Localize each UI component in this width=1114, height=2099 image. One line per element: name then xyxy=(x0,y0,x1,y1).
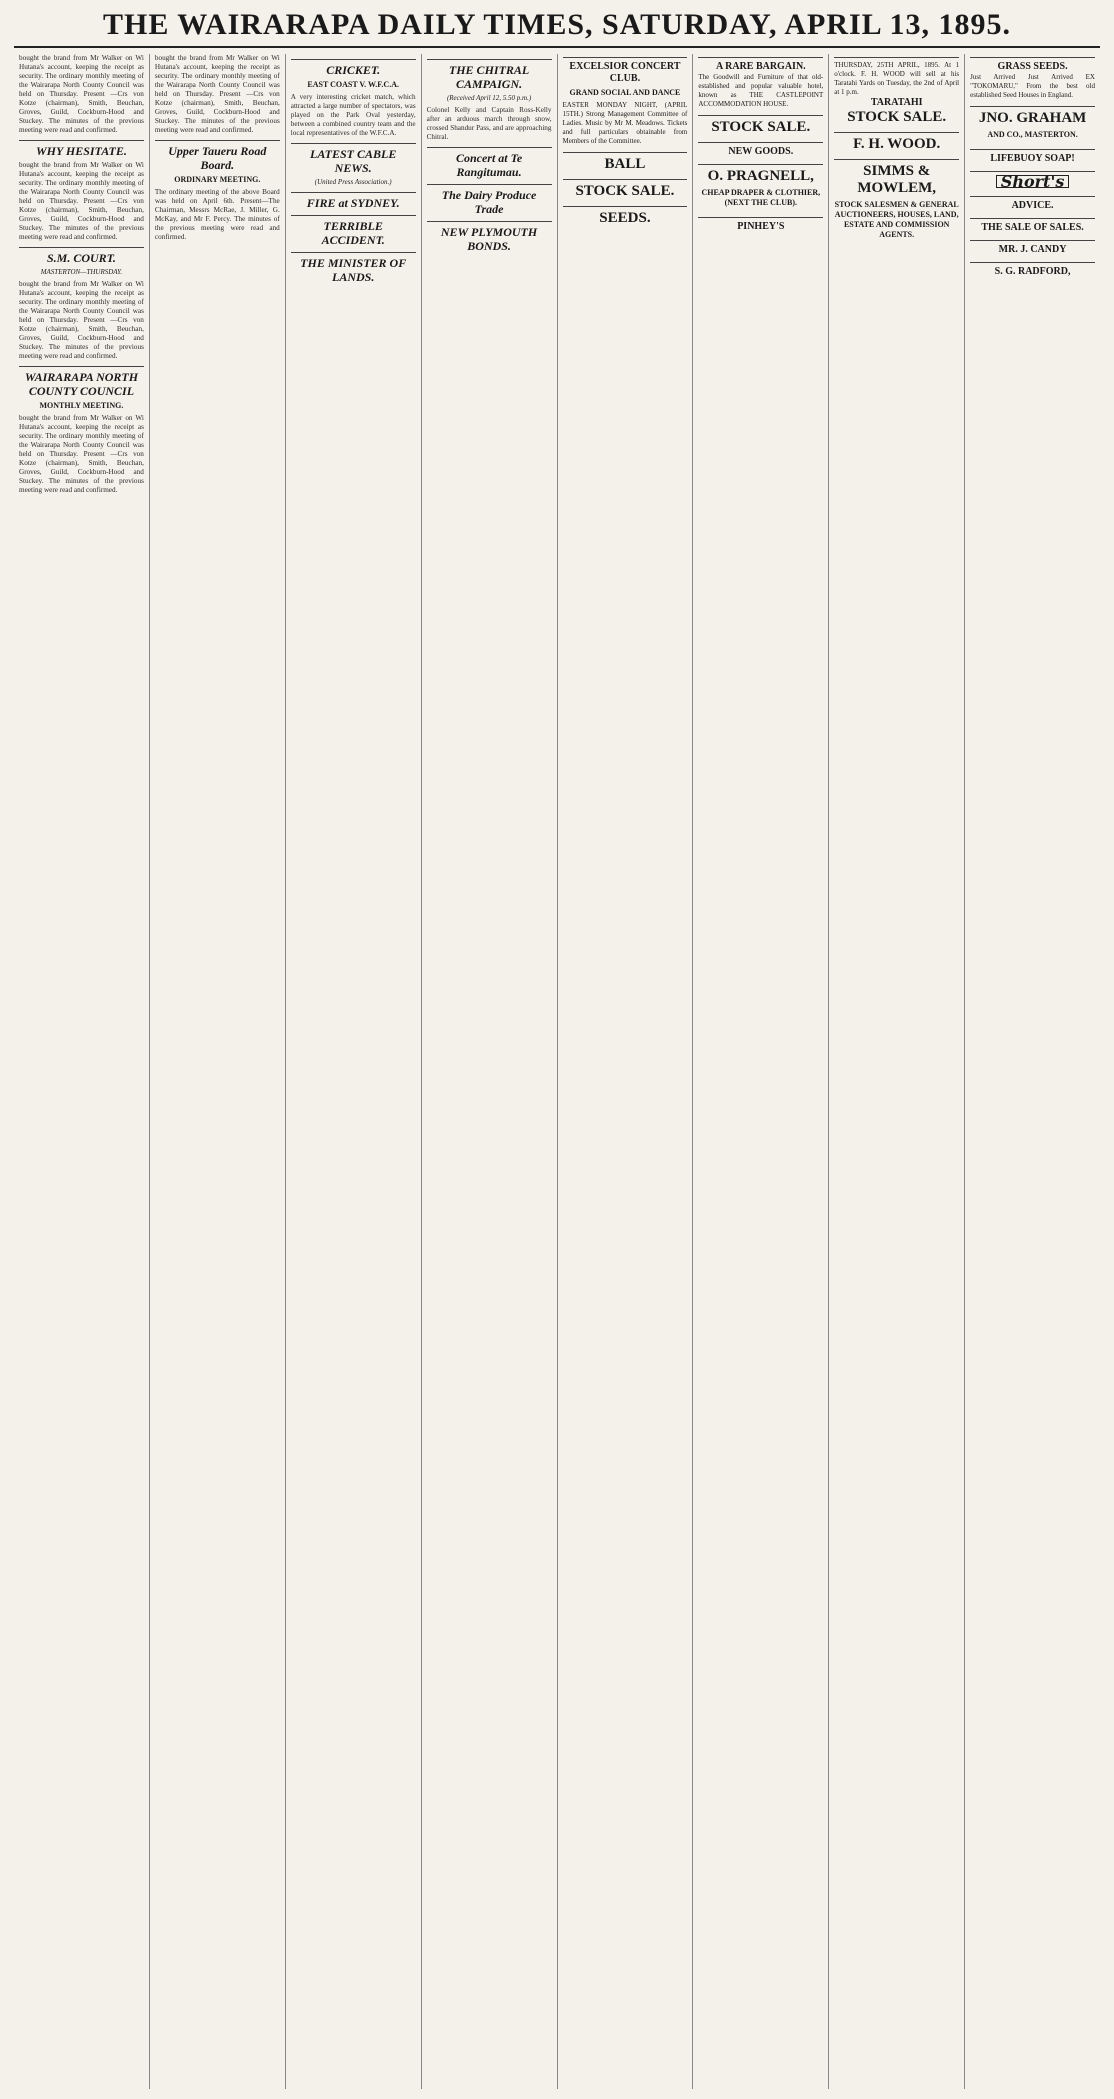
ad-radford xyxy=(970,262,1095,281)
ad-lifebuoy xyxy=(970,149,1095,168)
column-3 xyxy=(285,54,421,2089)
ad-title: BALL xyxy=(604,156,646,172)
ad-subtitle: AND CO., MASTERTON. xyxy=(987,130,1078,139)
ad-title: JNO. GRAHAM xyxy=(978,110,1087,126)
article-text: The ordinary meeting of the above Board was held on April 6th. Present—The Chairman, Messrs McRae, J. Miller, G. McKay, and Mr F. Percy. The minutes of the previous meeting were read and confirmed. xyxy=(154,188,280,241)
ad-title: F. H. WOOD. xyxy=(853,136,941,152)
ad-taratahi xyxy=(834,57,959,129)
article-text: bought the brand from Mr Walker on Wi Hutana's account, keeping the receipt as security. The ordinary monthly meeting of the Wairarapa North County Council was held on Thursday. Present —Crs von Kotze (chairman), Smith, Beuchan, Groves, Guild, Cockburn-Hood and Stuckey. The minutes of the previous meeting were read and confirmed. xyxy=(19,414,144,494)
column-5 xyxy=(557,54,693,2089)
masthead: THE WAIRARAPA DAILY TIMES, SATURDAY, APRIL 13, 1895. xyxy=(14,8,1100,48)
ad-shorts xyxy=(970,171,1095,193)
headline-dairy-trade: The Dairy Produce Trade xyxy=(427,184,552,216)
ad-simms-mowlem xyxy=(834,159,959,246)
article-text: bought the brand from Mr Walker on Wi Hutana's account, keeping the receipt as security. The ordinary monthly meeting of the Wairarapa North County Council was held on Thursday. Present —Crs von Kotze (chairman), Smith, Beuchan, Groves, Guild, Cockburn-Hood and Stuckey. The minutes of the previous meeting were read and confirmed. xyxy=(19,54,144,134)
ad-title: SEEDS. xyxy=(599,210,651,226)
ad-subtitle: GRAND SOCIAL AND DANCE xyxy=(569,88,681,97)
column-4 xyxy=(421,54,557,2089)
column-1 xyxy=(14,54,149,2089)
article-text: Colonel Kelly and Captain Ross-Kelly after an arduous march through snow, crossed Shandur Pass, and are approaching Chitral. xyxy=(426,106,552,141)
ad-subtitle: CHEAP DRAPER & CLOTHIER, (NEXT THE CLUB). xyxy=(701,188,821,207)
ad-title: THE SALE OF SALES. xyxy=(981,222,1084,233)
shorts-logo: Short's xyxy=(996,175,1070,188)
ad-title: EXCELSIOR CONCERT CLUB. xyxy=(569,61,681,84)
article-text: bought the brand from Mr Walker on Wi Hutana's account, keeping the receipt as security. The ordinary monthly meeting of the Wairarapa North County Council was held on Thursday. Present —Crs von Kotze (chairman), Smith, Beuchan, Groves, Guild, Cockburn-Hood and Stuckey. The minutes of the previous meeting were read and confirmed. xyxy=(19,161,144,241)
column-8 xyxy=(964,54,1100,2089)
column-6 xyxy=(692,54,828,2089)
dateline: MASTERTON—THURSDAY. xyxy=(40,268,123,276)
ad-title: PINHEY'S xyxy=(737,221,785,232)
ad-title: A RARE BARGAIN. xyxy=(715,61,806,72)
ad-title: GRASS SEEDS. xyxy=(997,61,1068,72)
ad-title: O. PRAGNELL, xyxy=(707,168,814,184)
ad-text: Just Arrived Just Arrived EX "TOKOMARU," From the best old established Seed Houses in England. xyxy=(970,73,1095,99)
ad-fh-wood xyxy=(834,132,959,156)
headline-cricket: CRICKET. xyxy=(291,59,416,77)
ad-text: THURSDAY, 25TH APRIL, 1895. At 1 o'clock. F. H. WOOD will sell at his Taratahi Yards on Tuesday, the 2nd of April at 1 p.m. xyxy=(834,61,960,96)
ad-subtitle: STOCK SALESMEN & GENERAL AUCTIONEERS, HOUSES, LAND, ESTATE AND COMMISSION AGENTS. xyxy=(834,200,959,239)
ad-text: The Goodwill and Furniture of that old-established and popular valuable hotel, known as THE CASTLEPOINT ACCOMMODATION HOUSE. xyxy=(698,73,824,108)
column-7 xyxy=(828,54,964,2089)
ad-title: STOCK SALE. xyxy=(575,183,675,199)
ad-text: EASTER MONDAY NIGHT, (APRIL 15TH.) Strong Management Committee of Ladies. Music by Mr M. Meadows. Tickets and full particulars obtainable from Members of the Committee. xyxy=(562,101,688,145)
ad-title: SIMMS & MOWLEM, xyxy=(857,163,937,196)
headline-minister-lands: THE MINISTER OF LANDS. xyxy=(291,252,416,284)
ad-title: LIFEBUOY SOAP! xyxy=(990,153,1075,164)
ad-stock-sale xyxy=(563,179,688,203)
ad-title: S. G. RADFORD, xyxy=(994,266,1071,277)
ad-rare-bargain xyxy=(698,57,823,112)
column-2 xyxy=(149,54,285,2089)
ad-grass-seeds xyxy=(970,57,1095,103)
ad-sale-of-sales xyxy=(970,218,1095,237)
headline-why-hesitate: WHY HESITATE. xyxy=(19,140,144,158)
ad-title: TARATAHI xyxy=(870,97,923,108)
headline-terrible-accident: TERRIBLE ACCIDENT. xyxy=(291,215,416,247)
headline-cable-news: LATEST CABLE NEWS. xyxy=(291,143,416,175)
ad-advice xyxy=(970,196,1095,215)
dateline: (Received April 12, 5.50 p.m.) xyxy=(446,94,532,102)
headline-concert: Concert at Te Rangitumau. xyxy=(427,147,552,179)
subhead: MONTHLY MEETING. xyxy=(39,401,124,410)
ad-excelsior xyxy=(563,57,688,149)
ad-candy xyxy=(970,240,1095,259)
headline-county-council: WAIRARAPA NORTH COUNTY COUNCIL xyxy=(19,366,144,398)
dateline: (United Press Association.) xyxy=(314,178,392,186)
ad-title: STOCK SALE. xyxy=(847,109,947,125)
ad-title: NEW GOODS. xyxy=(728,146,794,157)
headline-chitral: THE CHITRAL CAMPAIGN. xyxy=(427,59,552,91)
ad-pinheys xyxy=(698,217,823,236)
ad-stock-sale xyxy=(698,115,823,139)
article-text: bought the brand from Mr Walker on Wi Hutana's account, keeping the receipt as security. The ordinary monthly meeting of the Wairarapa North County Council was held on Thursday. Present —Crs von Kotze (chairman), Smith, Beuchan, Groves, Guild, Cockburn-Hood and Stuckey. The minutes of the previous meeting were read and confirmed. xyxy=(19,280,144,360)
ad-ball xyxy=(563,152,688,176)
headline-new-plymouth: NEW PLYMOUTH BONDS. xyxy=(427,221,552,253)
ad-title: STOCK SALE. xyxy=(711,119,811,135)
headline-fire-sydney: FIRE at SYDNEY. xyxy=(291,192,416,210)
headline-sm-court: S.M. COURT. xyxy=(19,247,144,265)
subhead: ORDINARY MEETING. xyxy=(174,175,261,184)
ad-new-goods xyxy=(698,142,823,161)
headline-road-board: Upper Taueru Road Board. xyxy=(155,140,280,172)
ad-seeds xyxy=(563,206,688,230)
ad-jno-graham xyxy=(970,106,1095,146)
columns xyxy=(14,54,1100,2089)
ad-pragnell xyxy=(698,164,823,214)
subhead: EAST COAST V. W.F.C.A. xyxy=(307,80,399,89)
ad-title: MR. J. CANDY xyxy=(998,244,1067,255)
article-text: bought the brand from Mr Walker on Wi Hutana's account, keeping the receipt as security. The ordinary monthly meeting of the Wairarapa North County Council was held on Thursday. Present —Crs von Kotze (chairman), Smith, Beuchan, Groves, Guild, Cockburn-Hood and Stuckey. The minutes of the previous meeting were read and confirmed. xyxy=(154,54,280,134)
article-text: A very interesting cricket match, which attracted a large number of spectators, was played on the Park Oval yesterday, between a combined country team and the local representatives of the W.F.C.A. xyxy=(290,93,416,137)
ad-title: ADVICE. xyxy=(1011,200,1054,211)
